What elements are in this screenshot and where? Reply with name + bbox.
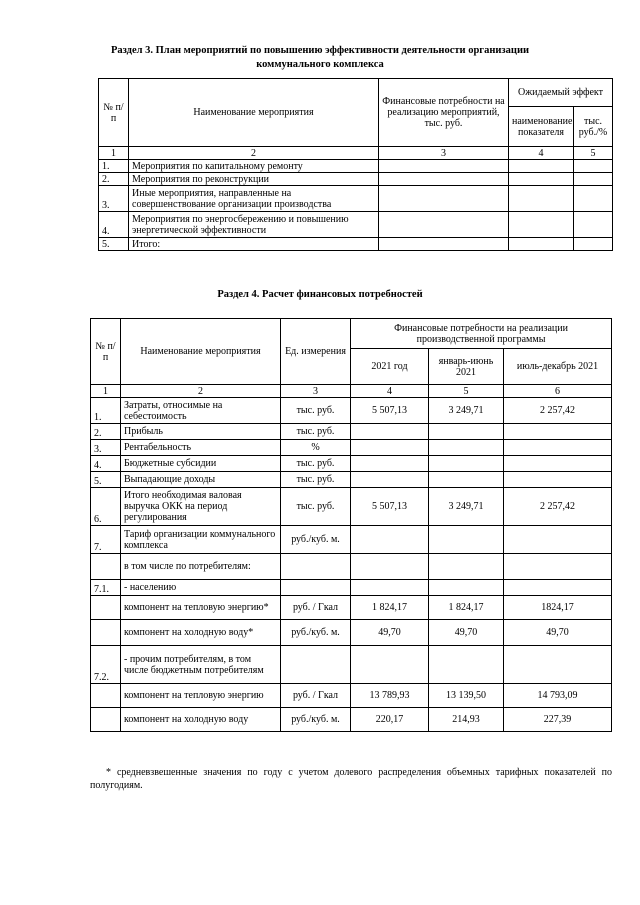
t3-row-empty-cell bbox=[574, 173, 613, 186]
t4-row-num: 7.2. bbox=[91, 646, 121, 684]
t4-row-jul-dec bbox=[504, 646, 612, 684]
t3-row-name: Иные мероприятия, направленные на совершенствование организации производства bbox=[129, 186, 379, 212]
t4-row-name: компонент на холодную воду bbox=[121, 708, 281, 732]
t4-row-jul-dec: 2 257,42 bbox=[504, 488, 612, 526]
t3-row-empty-cell bbox=[379, 173, 509, 186]
t3-row-num: 1. bbox=[99, 160, 129, 173]
t4-header-unit: Ед. измерения bbox=[281, 319, 351, 385]
t4-row-name: Выпадающие доходы bbox=[121, 472, 281, 488]
t4-row-unit: руб./куб. м. bbox=[281, 526, 351, 554]
table-row bbox=[91, 488, 612, 526]
t4-row-jul-dec: 2 257,42 bbox=[504, 398, 612, 424]
t4-row-unit: руб./куб. м. bbox=[281, 620, 351, 646]
section4-title: Раздел 4. Расчет финансовых потребностей bbox=[217, 289, 423, 300]
t4-header-num: № п/п bbox=[91, 319, 121, 385]
t4-row-jul-dec bbox=[504, 440, 612, 456]
table-row bbox=[91, 580, 612, 596]
t4-row-name: Тариф организации коммунального комплекса bbox=[121, 526, 281, 554]
t4-row-num: 2. bbox=[91, 424, 121, 440]
section3-title-line1: Раздел 3. План мероприятий по повышению эффективности деятельности организации bbox=[110, 45, 530, 56]
t4-row-2021 bbox=[351, 440, 429, 456]
table-row bbox=[91, 620, 612, 646]
t4-row-jan-jun bbox=[429, 526, 504, 554]
t4-row-jan-jun: 214,93 bbox=[429, 708, 504, 732]
t3-header-num: № п/п bbox=[99, 79, 129, 147]
t4-row-unit: тыс. руб. bbox=[281, 456, 351, 472]
t4-row-jul-dec bbox=[504, 526, 612, 554]
t4-row-2021: 49,70 bbox=[351, 620, 429, 646]
t4-row-jan-jun bbox=[429, 554, 504, 580]
t4-row-jan-jun bbox=[429, 440, 504, 456]
t4-row-unit bbox=[281, 554, 351, 580]
t4-row-jul-dec: 227,39 bbox=[504, 708, 612, 732]
table-row bbox=[91, 456, 612, 472]
t4-row-jul-dec bbox=[504, 554, 612, 580]
t4-row-jul-dec bbox=[504, 456, 612, 472]
t4-row-unit: руб./куб. м. bbox=[281, 708, 351, 732]
t4-col-number: 4 bbox=[351, 385, 429, 398]
t3-row-empty-cell bbox=[574, 238, 613, 251]
t4-row-num bbox=[91, 708, 121, 732]
t4-row-2021 bbox=[351, 554, 429, 580]
t4-row-2021 bbox=[351, 424, 429, 440]
section3-title-line2: коммунального комплекса bbox=[256, 59, 384, 70]
t4-col-number: 3 bbox=[281, 385, 351, 398]
t4-row-jan-jun: 1 824,17 bbox=[429, 596, 504, 620]
t4-row-name: - прочим потребителям, в том числе бюджетным потребителям bbox=[121, 646, 281, 684]
section3-title bbox=[0, 44, 640, 72]
section4-table-body bbox=[91, 319, 612, 732]
t3-row-num: 5. bbox=[99, 238, 129, 251]
t4-row-jul-dec: 14 793,09 bbox=[504, 684, 612, 708]
table-row bbox=[99, 173, 613, 186]
t4-row-name: Затраты, относимые на себестоимость bbox=[121, 398, 281, 424]
table-row bbox=[91, 684, 612, 708]
t3-row-empty-cell bbox=[574, 186, 613, 212]
t3-header-amount: тыс. руб./% bbox=[574, 107, 613, 147]
t4-row-name: компонент на тепловую энергию bbox=[121, 684, 281, 708]
section3-table-body bbox=[99, 79, 613, 251]
t3-row-empty-cell bbox=[509, 186, 574, 212]
t3-row-name: Итого: bbox=[129, 238, 379, 251]
t4-row-jul-dec bbox=[504, 472, 612, 488]
t4-row-unit: тыс. руб. bbox=[281, 488, 351, 526]
t3-header-finance: Финансовые потребности на реализацию мероприятий, тыс. руб. bbox=[379, 79, 509, 147]
t3-row-empty-cell bbox=[379, 238, 509, 251]
t4-row-name: Рентабельность bbox=[121, 440, 281, 456]
table-row bbox=[99, 212, 613, 238]
table-row bbox=[99, 160, 613, 173]
t3-col-number: 1 bbox=[99, 147, 129, 160]
table-row bbox=[91, 424, 612, 440]
t4-row-jan-jun bbox=[429, 472, 504, 488]
t4-row-unit: руб. / Гкал bbox=[281, 596, 351, 620]
t4-row-unit: тыс. руб. bbox=[281, 398, 351, 424]
t4-row-name: компонент на холодную воду* bbox=[121, 620, 281, 646]
t3-row-empty-cell bbox=[509, 173, 574, 186]
t4-row-2021 bbox=[351, 456, 429, 472]
t4-row-jan-jun bbox=[429, 424, 504, 440]
t4-row-num: 7.1. bbox=[91, 580, 121, 596]
t4-row-num: 4. bbox=[91, 456, 121, 472]
t4-header-finance: Финансовые потребности на реализации производственной программы bbox=[351, 319, 612, 349]
t3-row-name: Мероприятия по реконструкции bbox=[129, 173, 379, 186]
t3-col-number: 4 bbox=[509, 147, 574, 160]
t4-header-2021: 2021 год bbox=[351, 349, 429, 385]
t3-col-number: 2 bbox=[129, 147, 379, 160]
t3-col-number: 5 bbox=[574, 147, 613, 160]
t4-row-unit: руб. / Гкал bbox=[281, 684, 351, 708]
t4-row-num: 6. bbox=[91, 488, 121, 526]
t3-row-empty-cell bbox=[379, 212, 509, 238]
t3-row-empty-cell bbox=[509, 212, 574, 238]
t4-row-num: 5. bbox=[91, 472, 121, 488]
footnote: * средневзвешенные значения по году с учетом долевого распределения объемных тарифных показателей по полугодиям. bbox=[90, 767, 612, 791]
t4-row-num bbox=[91, 596, 121, 620]
t4-row-unit: % bbox=[281, 440, 351, 456]
t4-row-2021: 5 507,13 bbox=[351, 488, 429, 526]
t4-row-jul-dec bbox=[504, 424, 612, 440]
t3-row-num: 2. bbox=[99, 173, 129, 186]
t4-row-num bbox=[91, 554, 121, 580]
t3-row-name: Мероприятия по энергосбережению и повышению энергетической эффективности bbox=[129, 212, 379, 238]
t3-header-name: Наименование мероприятия bbox=[129, 79, 379, 147]
t4-row-num: 1. bbox=[91, 398, 121, 424]
t4-row-name: Бюджетные субсидии bbox=[121, 456, 281, 472]
t4-row-2021: 13 789,93 bbox=[351, 684, 429, 708]
t4-row-name: Итого необходимая валовая выручка ОКК на период регулирования bbox=[121, 488, 281, 526]
section4-table bbox=[90, 318, 612, 732]
t4-row-unit: тыс. руб. bbox=[281, 424, 351, 440]
t4-col-number: 6 bbox=[504, 385, 612, 398]
t4-row-jan-jun: 3 249,71 bbox=[429, 398, 504, 424]
t3-row-empty-cell bbox=[379, 160, 509, 173]
t4-row-jan-jun: 3 249,71 bbox=[429, 488, 504, 526]
table-row bbox=[99, 186, 613, 212]
t4-row-2021 bbox=[351, 472, 429, 488]
t4-row-num bbox=[91, 620, 121, 646]
t4-row-2021 bbox=[351, 646, 429, 684]
table-row bbox=[99, 238, 613, 251]
t3-row-num: 4. bbox=[99, 212, 129, 238]
t4-row-name: в том числе по потребителям: bbox=[121, 554, 281, 580]
t4-row-2021: 220,17 bbox=[351, 708, 429, 732]
t4-header-jan-jun: январь-июнь 2021 bbox=[429, 349, 504, 385]
t4-row-unit bbox=[281, 580, 351, 596]
t4-row-jan-jun: 49,70 bbox=[429, 620, 504, 646]
t3-row-empty-cell bbox=[509, 238, 574, 251]
section3-table bbox=[98, 78, 613, 251]
t4-row-unit bbox=[281, 646, 351, 684]
t4-row-jan-jun: 13 139,50 bbox=[429, 684, 504, 708]
t3-row-empty-cell bbox=[574, 212, 613, 238]
t4-row-num: 3. bbox=[91, 440, 121, 456]
t3-row-empty-cell bbox=[574, 160, 613, 173]
t3-row-num: 3. bbox=[99, 186, 129, 212]
t4-row-jul-dec: 49,70 bbox=[504, 620, 612, 646]
t4-row-num: 7. bbox=[91, 526, 121, 554]
t4-row-2021 bbox=[351, 526, 429, 554]
table-row bbox=[91, 440, 612, 456]
t3-header-indicator: наименование показателя bbox=[509, 107, 574, 147]
table-row bbox=[91, 646, 612, 684]
t4-row-2021: 1 824,17 bbox=[351, 596, 429, 620]
t4-row-2021: 5 507,13 bbox=[351, 398, 429, 424]
table-row bbox=[91, 472, 612, 488]
t4-row-jul-dec: 1824,17 bbox=[504, 596, 612, 620]
t3-col-number: 3 bbox=[379, 147, 509, 160]
t4-row-name: Прибыль bbox=[121, 424, 281, 440]
t3-row-empty-cell bbox=[509, 160, 574, 173]
t4-col-number: 1 bbox=[91, 385, 121, 398]
t4-col-number: 2 bbox=[121, 385, 281, 398]
table-row bbox=[91, 596, 612, 620]
t4-row-unit: тыс. руб. bbox=[281, 472, 351, 488]
t4-row-name: - населению bbox=[121, 580, 281, 596]
t4-row-jul-dec bbox=[504, 580, 612, 596]
table-row bbox=[91, 526, 612, 554]
table-row bbox=[91, 554, 612, 580]
t4-row-num bbox=[91, 684, 121, 708]
table-row bbox=[91, 708, 612, 732]
t4-row-2021 bbox=[351, 580, 429, 596]
t4-header-name: Наименование мероприятия bbox=[121, 319, 281, 385]
t3-row-empty-cell bbox=[379, 186, 509, 212]
t4-col-number: 5 bbox=[429, 385, 504, 398]
t4-row-jan-jun bbox=[429, 580, 504, 596]
t4-row-jan-jun bbox=[429, 646, 504, 684]
t3-row-name: Мероприятия по капитальному ремонту bbox=[129, 160, 379, 173]
t4-row-name: компонент на тепловую энергию* bbox=[121, 596, 281, 620]
t4-header-jul-dec: июль-декабрь 2021 bbox=[504, 349, 612, 385]
t3-header-effect: Ожидаемый эффект bbox=[509, 79, 613, 107]
t4-row-jan-jun bbox=[429, 456, 504, 472]
table-row bbox=[91, 398, 612, 424]
